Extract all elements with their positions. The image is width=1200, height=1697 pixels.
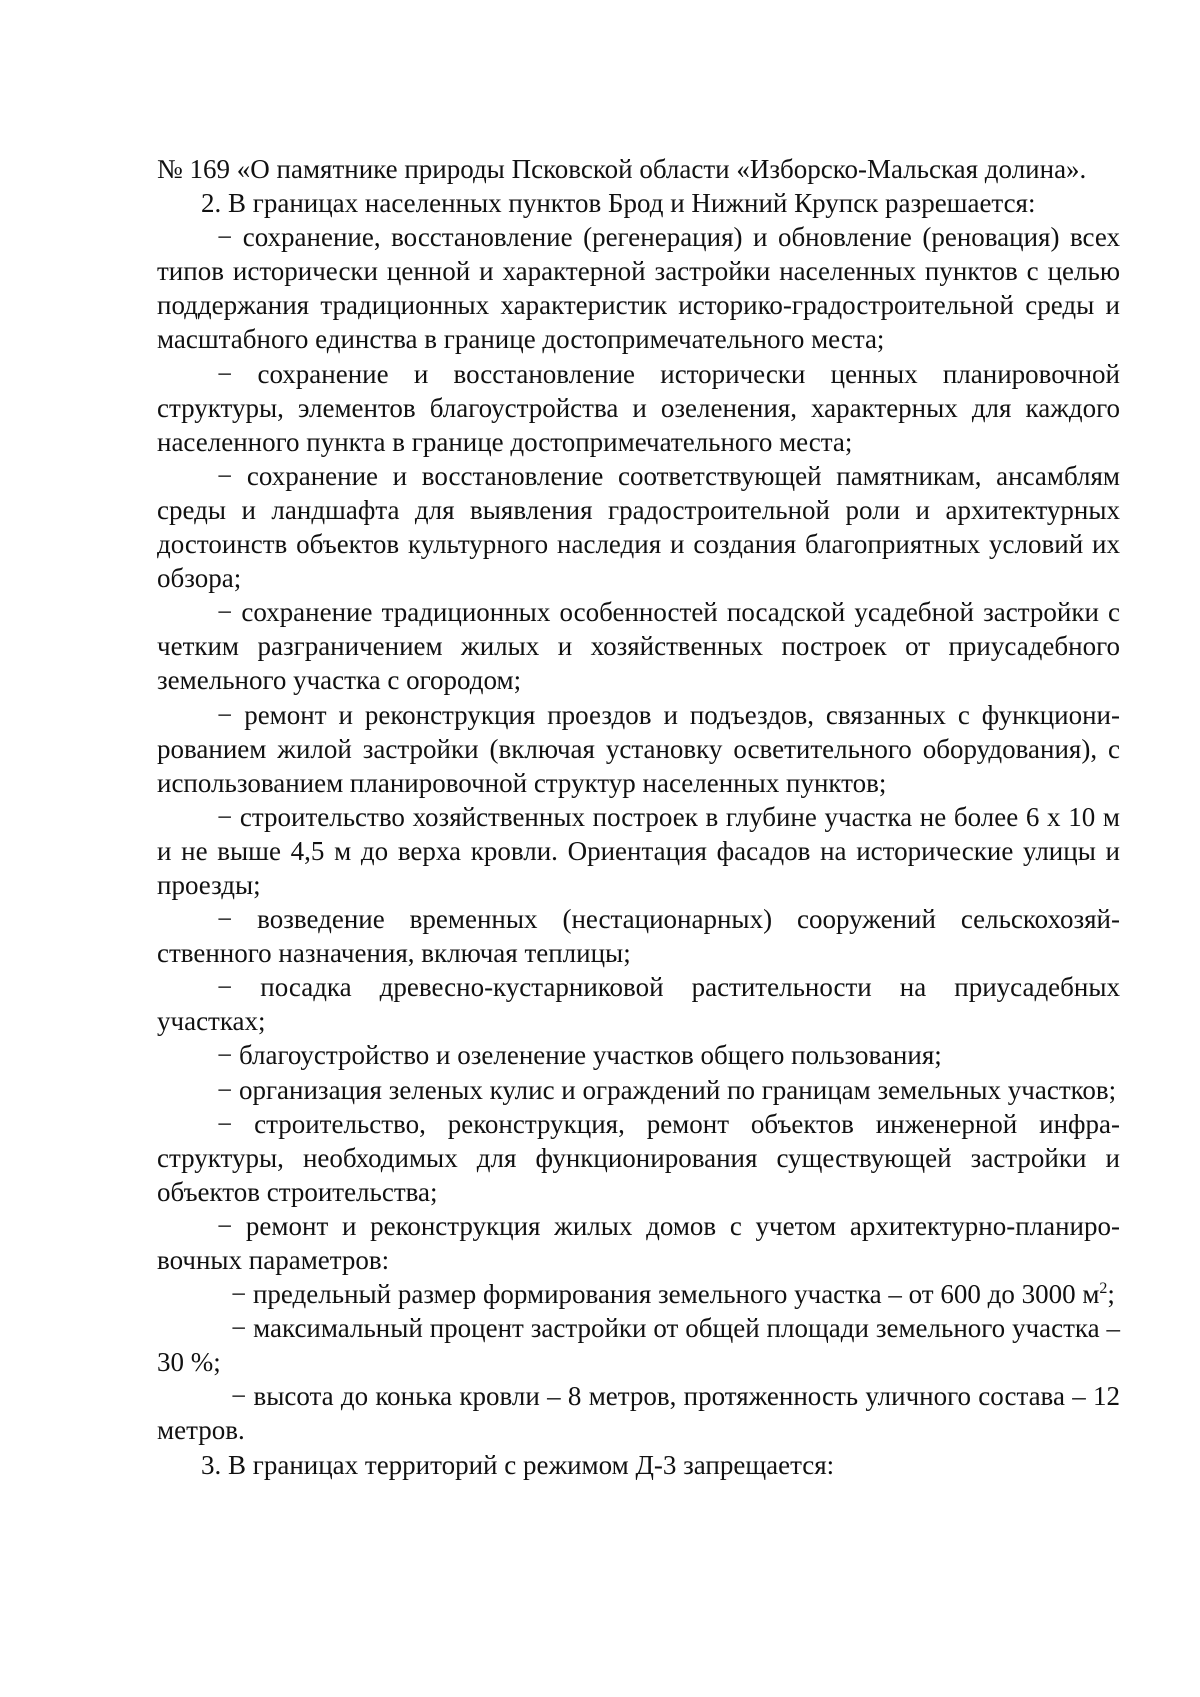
- superscript: 2: [1099, 1280, 1108, 1298]
- section-2-heading: 2. В границах населенных пунктов Брод и Нижний Крупск разрешается:: [201, 188, 1036, 219]
- document-page: [157, 152, 1120, 1482]
- list-item: − сохранение традиционных особенностей посадской усадебной застройки с четким разграничением жилых и хозяйственных построек от приусадебного земельного участка с огородом;: [157, 597, 1120, 696]
- list-item: − сохранение и восстановление исторически ценных планировочной структуры, элементов благоустройства и озеленения, характерных для каждого населенного пункта в границе достопримечательного места;: [157, 358, 1120, 457]
- list-item: − строительство, реконструкция, ремонт объектов инженерной инфраструктуры, необходимых для функционирования существующей застройки и объектов строительства;: [157, 1108, 1120, 1207]
- list-item: − сохранение и восстановление соответствующей памятникам, ансамблям среды и ландшафта для выявления градостроительной роли и архитектурных достоинств объектов культурного наследия и создания благоприятных условий их обзора;: [157, 460, 1120, 594]
- list-item: − организация зеленых кулис и ограждений по границам земельных участков;: [217, 1074, 1117, 1105]
- list-item: − благоустройство и озеленение участков общего пользования;: [217, 1040, 942, 1071]
- sub-list-item: [157, 1277, 1120, 1311]
- list-item: − посадка древесно-кустарниковой растительности на приусадебных участках;: [157, 972, 1120, 1037]
- list-item: − возведение временных (нестационарных) сооружений сельскохозяйственного назначения, включая теплицы;: [157, 904, 1120, 969]
- list-item: − ремонт и реконструкция жилых домов с учетом архитектурно-планировочных параметров:: [157, 1210, 1120, 1275]
- list-item: − строительство хозяйственных построек в глубине участка не более 6 х 10 м и не выше 4,5 м до верха кровли. Ориентация фасадов на исторические улицы и проезды;: [157, 801, 1120, 900]
- sub-list-item-tail: ;: [1107, 1279, 1115, 1310]
- list-item: − сохранение, восстановление (регенерация) и обновление (реновация) всех типов исторически ценной и характерной застройки населенных пунктов с целью поддержания традиционных характеристик историко-градостроительной среды и масштабного единства в границе достопримечательного места;: [157, 222, 1120, 355]
- paragraph-continuation: № 169 «О памятнике природы Псковской области «Изборско-Мальская долина».: [157, 154, 1087, 184]
- sub-list-item-text: − предельный размер формирования земельного участка – от 600 до 3000 м: [231, 1279, 1100, 1310]
- section-3-heading: 3. В границах территорий с режимом Д-3 запрещается:: [201, 1449, 835, 1480]
- sub-list-item: − высота до конька кровли – 8 метров, протяженность уличного состава – 12 метров.: [157, 1381, 1120, 1446]
- list-item: − ремонт и реконструкция проездов и подъездов, связанных с функционированием жилой застройки (включая установку осветительного оборудования), с использованием планировочной структур населенных пунктов;: [157, 699, 1120, 798]
- sub-list-item: − максимальный процент застройки от общей площади земельного участка – 30 %;: [157, 1313, 1120, 1378]
